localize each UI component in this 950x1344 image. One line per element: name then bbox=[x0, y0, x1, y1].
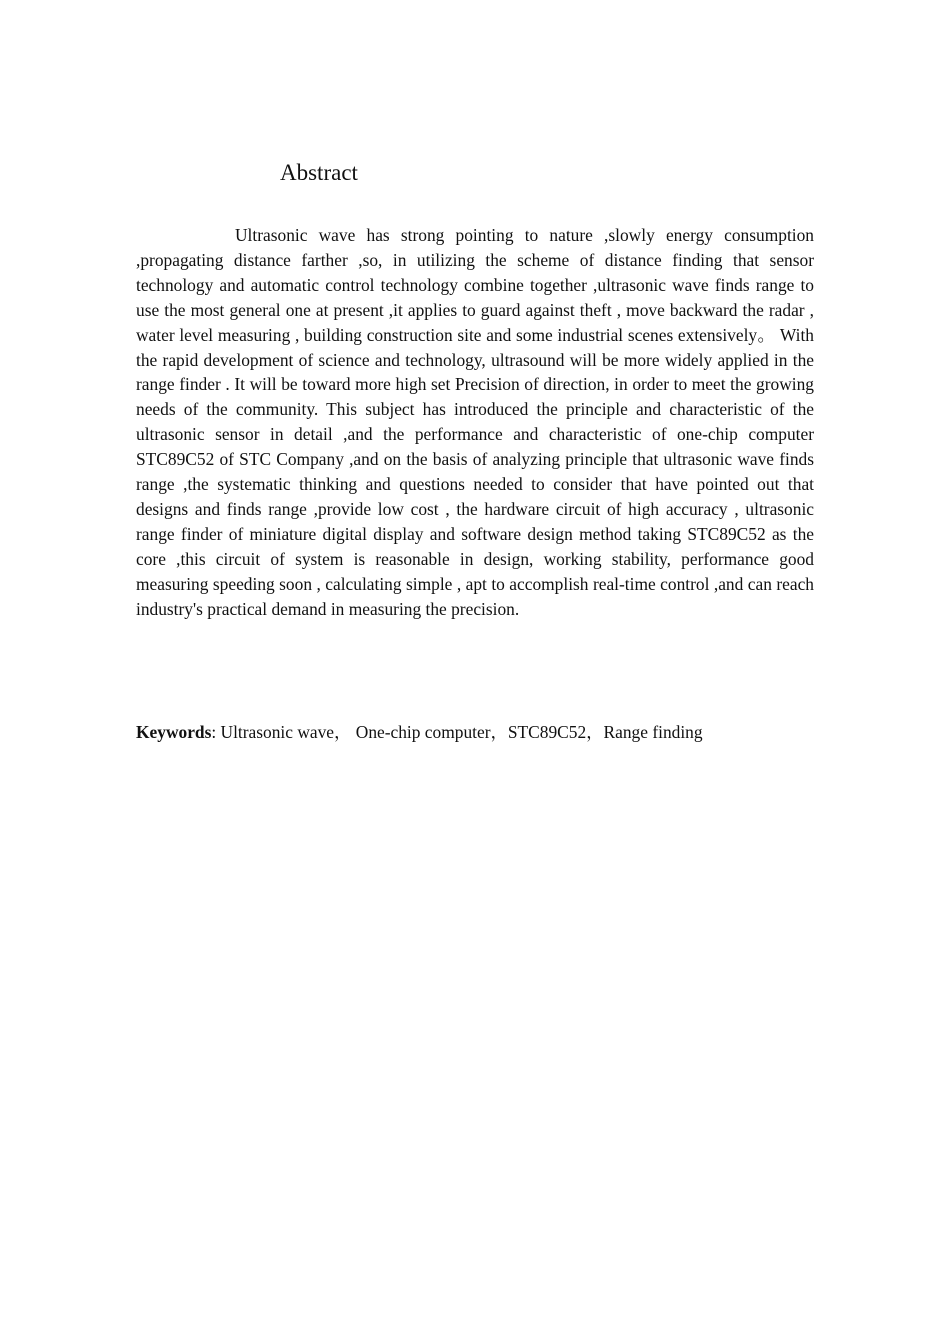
keywords-line bbox=[136, 720, 836, 745]
abstract-body: Ultrasonic wave has strong pointing to nature ,slowly energy consumption ,propagating distance farther ,so, in utilizing the scheme of distance finding that sensor technology and automatic control technology combine together ,ultrasonic wave finds range to use the most general one at present ,it applies to guard against theft , move backward the radar , water level measuring , building construction site and some industrial scenes extensively。 With the rapid development of science and technology, ultrasound will be more widely applied in the range finder . It will be toward more high set Precision of direction, in order to meet the growing needs of the community. This subject has introduced the principle and characteristic of the ultrasonic sensor in detail ,and the performance and characteristic of one-chip computer STC89C52 of STC Company ,and on the basis of analyzing principle that ultrasonic wave finds range ,the systematic thinking and questions needed to consider that have pointed out that designs and finds range ,provide low cost , the hardware circuit of high accuracy , ultrasonic range finder of miniature digital display and software design method taking STC89C52 as the core ,this circuit of system is reasonable in design, working stability, performance good measuring speeding soon , calculating simple , apt to accomplish real-time control ,and can reach industry's practical demand in measuring the precision. bbox=[136, 225, 814, 619]
keywords-text: : Ultrasonic wave， One-chip computer，STC89C52，Range finding bbox=[211, 722, 703, 742]
abstract-title: Abstract bbox=[280, 160, 358, 185]
keywords-label: Keywords bbox=[136, 722, 212, 742]
